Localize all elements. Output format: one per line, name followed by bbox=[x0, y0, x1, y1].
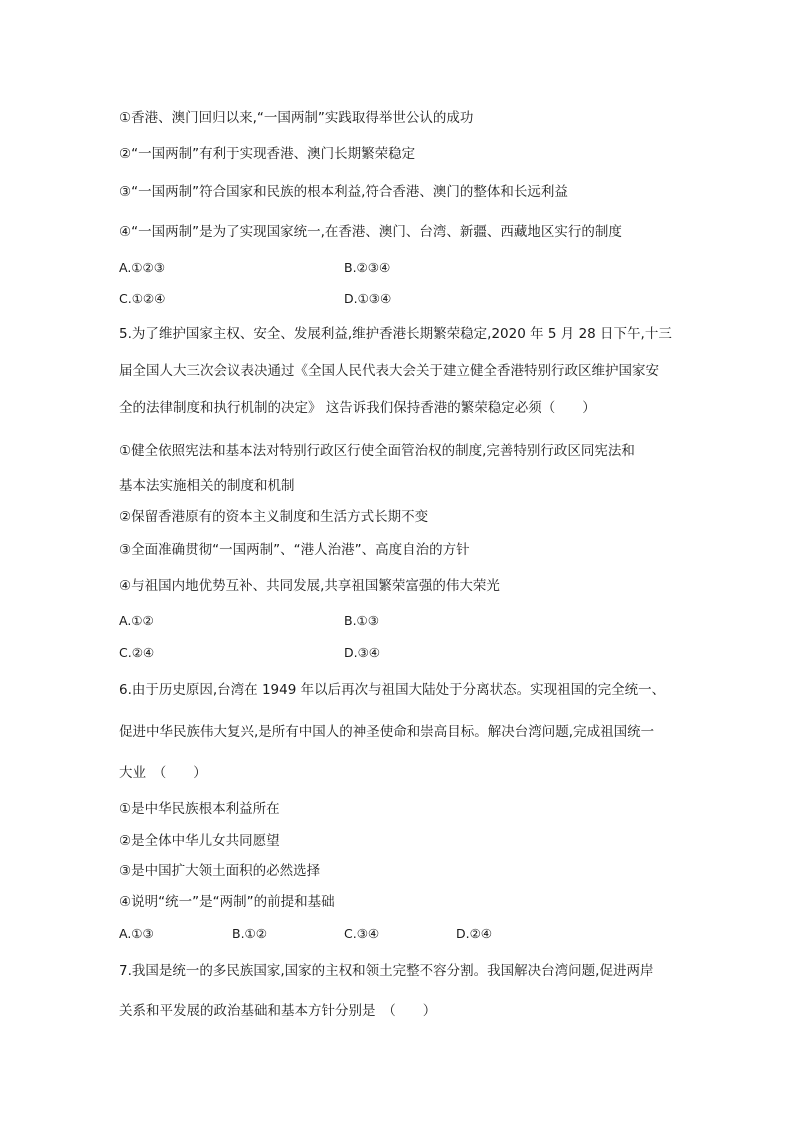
q5-statement-4: ④与祖国内地优势互补、共同发展,共享祖国繁荣富强的伟大荣光 bbox=[119, 578, 500, 594]
q4-statement-1: ①香港、澳门回归以来,“一国两制”实践取得举世公认的成功 bbox=[119, 110, 474, 126]
q5-stem-line-2: 届全国人大三次会议表决通过《全国人民代表大会关于建立健全香港特别行政区维护国家安 bbox=[119, 363, 659, 379]
q6-statement-1: ①是中华民族根本利益所在 bbox=[119, 801, 280, 817]
q5-option-c: C.②④ bbox=[119, 645, 155, 660]
q5-statement-3: ③全面准确贯彻“一国两制”、“港人治港”、高度自治的方针 bbox=[119, 542, 470, 558]
q6-option-b: B.①② bbox=[232, 926, 267, 941]
q7-stem-line-2: 关系和平发展的政治基础和基本方针分别是 （ ） bbox=[119, 1003, 437, 1019]
q6-statement-3: ③是中国扩大领土面积的必然选择 bbox=[119, 863, 321, 879]
q6-option-c: C.③④ bbox=[344, 926, 380, 941]
q6-option-a: A.①③ bbox=[119, 926, 154, 941]
q6-statement-2: ②是全体中华儿女共同愿望 bbox=[119, 833, 280, 849]
q4-option-a: A.①②③ bbox=[119, 260, 165, 275]
q4-option-b: B.②③④ bbox=[344, 260, 391, 275]
q5-statement-2: ②保留香港原有的资本主义制度和生活方式长期不变 bbox=[119, 509, 429, 525]
q5-stem-line-1: 5.为了维护国家主权、安全、发展利益,维护香港长期繁荣稳定,2020 年 5 月 28 日下午,十三 bbox=[119, 326, 672, 342]
q5-option-d: D.③④ bbox=[344, 645, 381, 660]
q7-stem-line-1: 7.我国是统一的多民族国家,国家的主权和领土完整不容分割。我国解决台湾问题,促进两岸 bbox=[119, 963, 654, 979]
q4-statement-3: ③“一国两制”符合国家和民族的根本利益,符合香港、澳门的整体和长远利益 bbox=[119, 184, 568, 200]
q4-option-d: D.①③④ bbox=[344, 291, 392, 306]
q5-statement-1-line-1: ①健全依照宪法和基本法对特别行政区行使全面管治权的制度,完善特别行政区同宪法和 bbox=[119, 443, 635, 459]
q4-option-c: C.①②④ bbox=[119, 291, 166, 306]
q6-stem-line-1: 6.由于历史原因,台湾在 1949 年以后再次与祖国大陆处于分离状态。实现祖国的完全统一、 bbox=[119, 682, 666, 698]
q6-stem-line-2: 促进中华民族伟大复兴,是所有中国人的神圣使命和崇高目标。解决台湾问题,完成祖国统一 bbox=[119, 724, 655, 740]
q4-statement-4: ④“一国两制”是为了实现国家统一,在香港、澳门、台湾、新疆、西藏地区实行的制度 bbox=[119, 224, 622, 240]
q6-statement-4: ④说明“统一”是“两制”的前提和基础 bbox=[119, 894, 335, 910]
q4-statement-2: ②“一国两制”有利于实现香港、澳门长期繁荣稳定 bbox=[119, 146, 416, 162]
q6-option-d: D.②④ bbox=[456, 926, 493, 941]
q5-statement-1-line-2: 基本法实施相关的制度和机制 bbox=[119, 478, 295, 494]
q6-stem-line-3: 大业 （ ） bbox=[119, 765, 207, 781]
q5-stem-line-3: 全的法律制度和执行机制的决定》 这告诉我们保持香港的繁荣稳定必须（ ） bbox=[119, 400, 596, 416]
q5-option-a: A.①② bbox=[119, 613, 154, 628]
q5-option-b: B.①③ bbox=[344, 613, 379, 628]
